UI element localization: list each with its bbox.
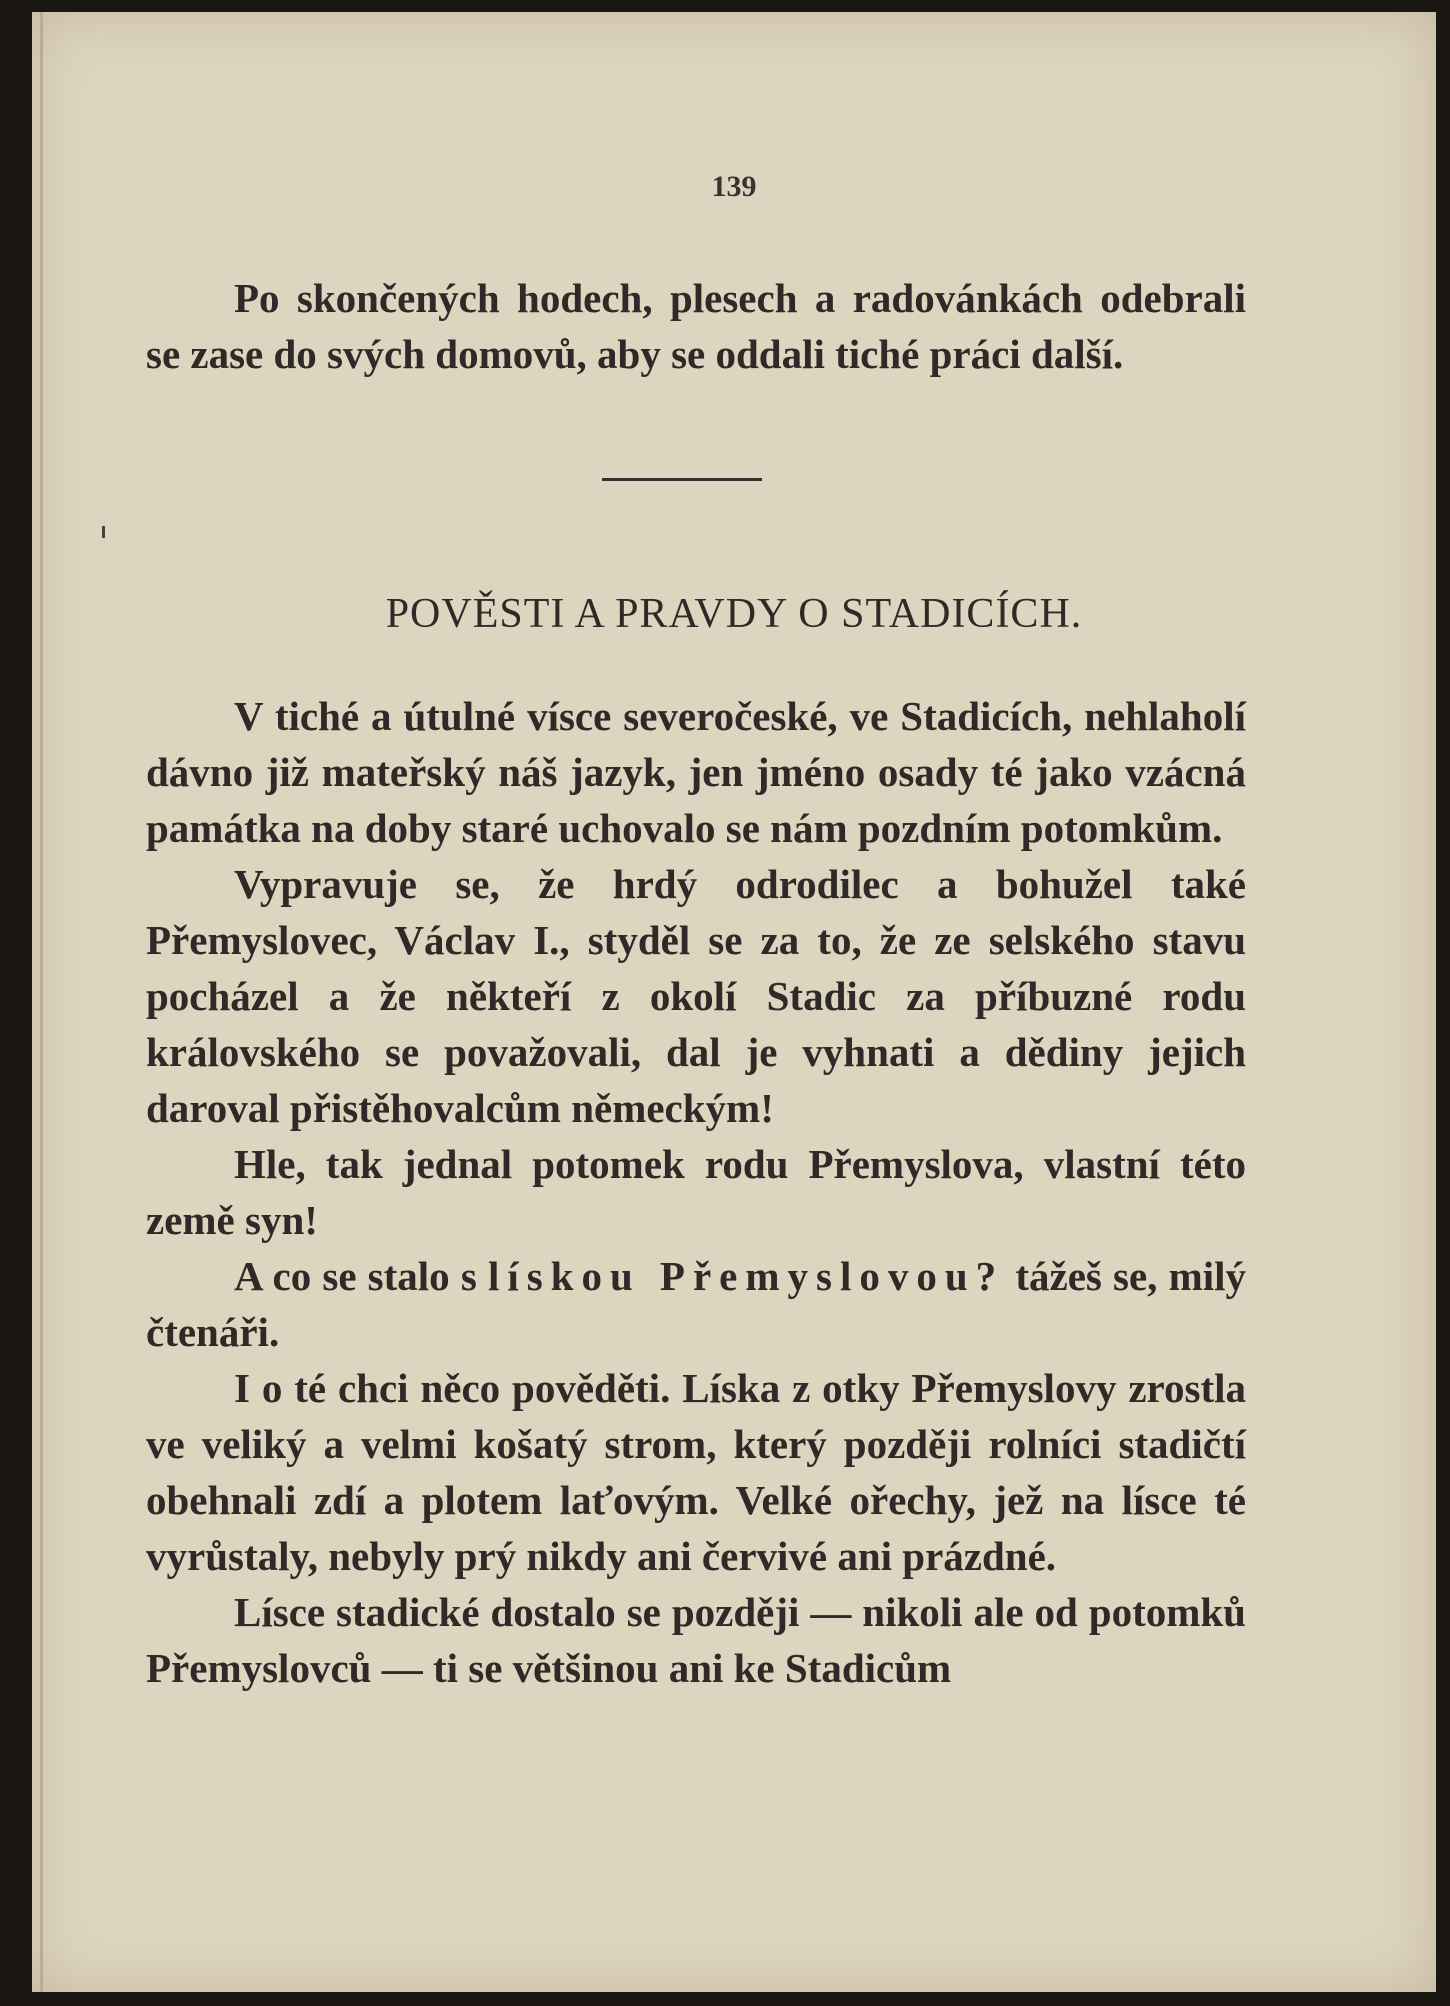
question-before: A co se stalo s [234, 1253, 488, 1299]
page-number: 139 [711, 170, 757, 203]
question-after: tážeš se, milý čtenáři. [146, 1253, 1246, 1355]
question-spaced: lískou Přemyslovou? [487, 1253, 1005, 1299]
intro-text [146, 270, 1246, 382]
section-divider [602, 478, 762, 481]
gutter-line [40, 12, 43, 1992]
book-page [32, 12, 1436, 1992]
paragraph: V tiché a útulné vísce severočeské, ve Stadicích, nehlaholí dávno již mateřský náš jazyk, jen jméno osady té jako vzácná památka na doby staré uchovalo se nám pozdním potomkům. [146, 693, 1246, 851]
section-title: POVĚSTI A PRAVDY O STADICÍCH. [385, 591, 1083, 637]
paragraph: Vypravuje se, že hrdý odrodilec a bohužel také Přemyslovec, Václav I., styděl se za to, že ze selského stavu pocházel a že někteří z okolí Stadic za příbuzné rodu královského se považovali, dal je vyhnati a dědiny jejich daroval přistěhovalcům německým! [146, 861, 1246, 1131]
intro-paragraph: Po skončených hodech, plesech a radovánkách odebrali se zase do svých domovů, aby se oddali tiché práci další. [146, 275, 1246, 377]
margin-mark [102, 526, 105, 538]
question-paragraph [146, 1248, 1246, 1360]
paragraph: Lísce stadické dostalo se později — nikoli ale od potomků Přemyslovců — ti se většinou ani ke Stadicům [146, 1589, 1246, 1691]
paragraph: Hle, tak jednal potomek rodu Přemyslova, vlastní této země syn! [146, 1141, 1246, 1243]
paragraph: I o té chci něco pověděti. Líska z otky Přemyslovy zrostla ve veliký a velmi košatý strom, který později rolníci stadičtí obehnali zdí a plotem laťovým. Velké ořechy, jež na lísce té vyrůstaly, nebyly prý nikdy ani červivé ani prázdné. [146, 1365, 1246, 1579]
body-text [146, 688, 1246, 1696]
